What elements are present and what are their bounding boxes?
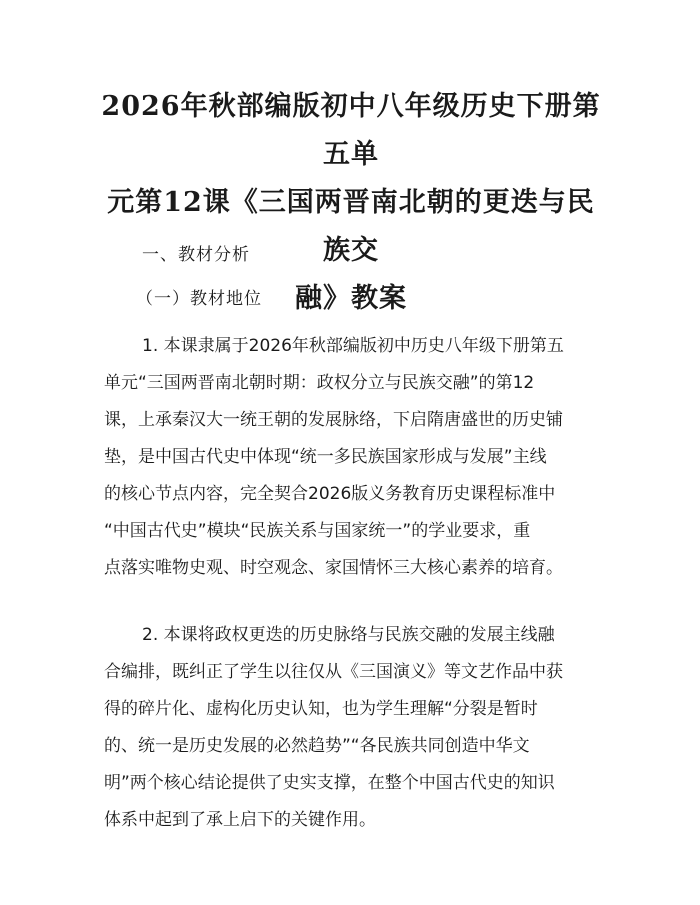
paragraph-line: “中国古代史”模块“民族关系与国家统一”的学业要求，重	[104, 521, 531, 541]
paragraph-1	[104, 328, 600, 587]
paragraph-line: 1. 本课隶属于2026年秋部编版初中历史八年级下册第五	[142, 336, 564, 356]
paragraph-line: 点落实唯物史观、时空观念、家国情怀三大核心素养的培育。	[104, 558, 563, 578]
paragraph-line: 体系中起到了承上启下的关键作用。	[104, 810, 376, 830]
paragraph-line: 单元“三国两晋南北朝时期：政权分立与民族交融”的第12	[104, 373, 535, 393]
paragraph-2	[104, 617, 600, 839]
paragraph-line: 的、统一是历史发展的必然趋势”“各民族共同创造中华文	[104, 736, 530, 756]
paragraph-line: 的核心节点内容，完全契合2026版义务教育历史课程标准中	[104, 484, 556, 504]
section-heading: 一、教材分析	[142, 245, 250, 265]
title-line: 元第12课《三国两晋南北朝的更迭与民族交	[107, 187, 595, 266]
title-line: 融》教案	[295, 283, 407, 314]
title-line: 2026年秋部编版初中八年级历史下册第五单	[101, 91, 601, 170]
page-title	[96, 83, 606, 323]
paragraph-line: 2. 本课将政权更迭的历史脉络与民族交融的发展主线融	[142, 625, 555, 645]
paragraph-line: 垫，是中国古代史中体现“统一多民族国家形成与发展”主线	[104, 447, 547, 467]
subsection-heading: （一）教材地位	[136, 289, 262, 309]
paragraph-line: 合编排，既纠正了学生以往仅从《三国演义》等文艺作品中获	[104, 662, 563, 682]
paragraph-line: 明”两个核心结论提供了史实支撑，在整个中国古代史的知识	[104, 773, 555, 793]
paragraph-line: 得的碎片化、虚构化历史认知，也为学生理解“分裂是暂时	[104, 699, 538, 719]
paragraph-line: 课，上承秦汉大一统王朝的发展脉络，下启隋唐盛世的历史铺	[104, 410, 563, 430]
